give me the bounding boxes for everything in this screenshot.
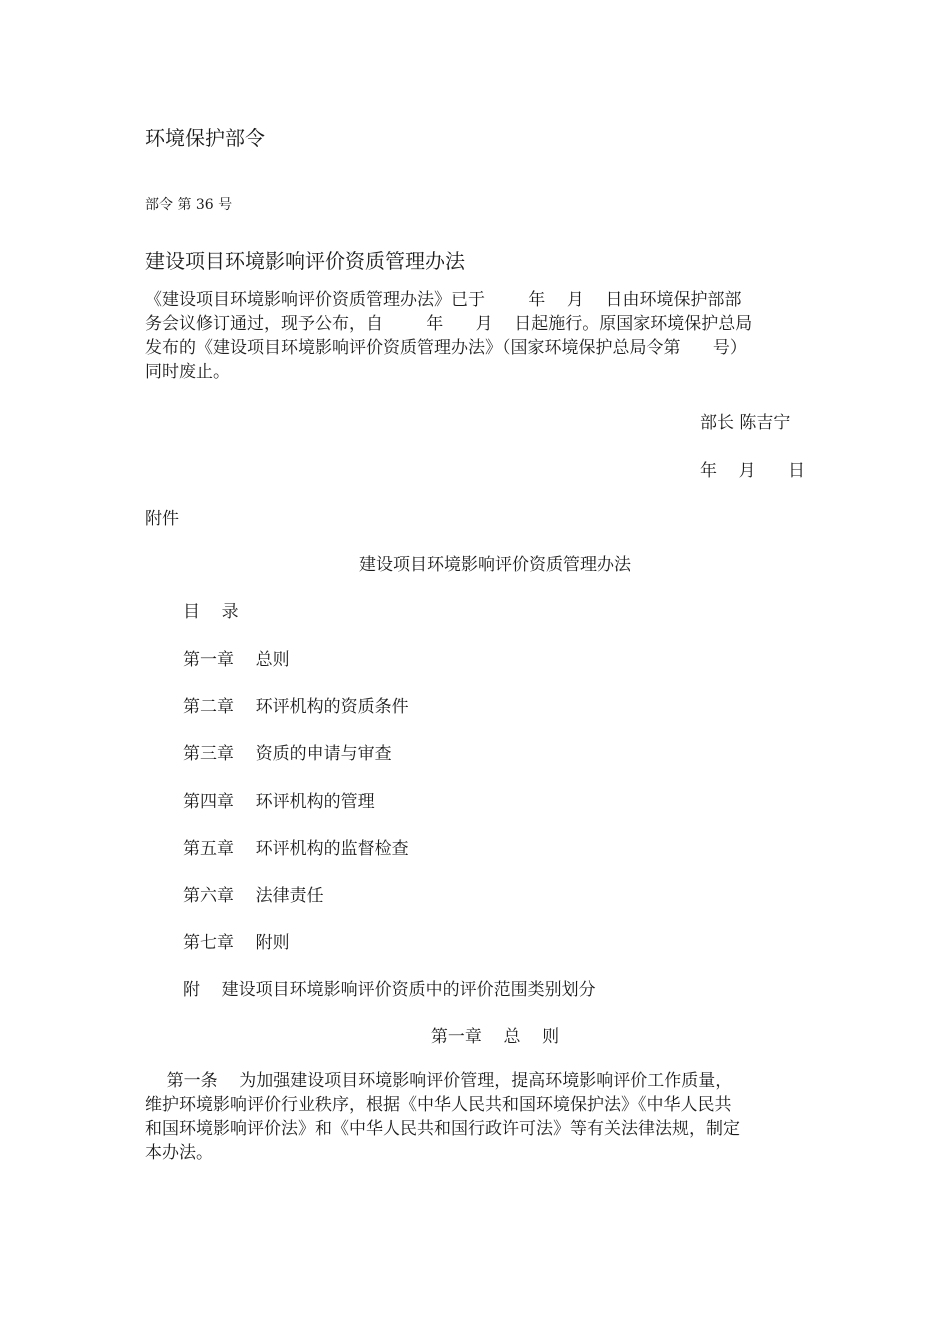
- toc-heading: 目 录: [183, 602, 239, 622]
- article-paragraph: [145, 1069, 810, 1165]
- toc-item: 第七章 附则: [183, 933, 290, 954]
- paragraph-line: 《建设项目环境影响评价资质管理办法》已于 年 月 日由环境保护部部: [145, 290, 742, 310]
- chapter-heading: 第一章 总 则: [430, 1027, 560, 1047]
- annex-title: 建设项目环境影响评价资质管理办法: [359, 555, 631, 575]
- toc-item: 第二章 环评机构的资质条件: [183, 697, 409, 718]
- annex-label: 附件: [145, 509, 179, 529]
- paragraph-line: 维护环境影响评价行业秩序，根据《中华人民共和国环境保护法》《中华人民共: [145, 1095, 732, 1115]
- paragraph-line: 务会议修订通过，现予公布，自 年 月 日起施行。原国家环境保护总局: [145, 314, 753, 334]
- paragraph-line: 本办法。: [145, 1143, 213, 1163]
- toc-item: 第四章 环评机构的管理: [183, 791, 375, 812]
- paragraph-line: 同时废止。: [145, 362, 230, 382]
- paragraph-line: 第一条 为加强建设项目环境影响评价管理，提高环境影响评价工作质量，: [145, 1071, 733, 1091]
- table-of-contents: [183, 645, 409, 975]
- document-title: 建设项目环境影响评价资质管理办法: [145, 249, 465, 273]
- paragraph-line: 和国环境影响评价法》和《中华人民共和国行政许可法》等有关法律法规，制定: [145, 1119, 740, 1139]
- toc-appendix-item: 附 建设项目环境影响评价资质中的评价范围类别划分: [183, 980, 596, 1000]
- toc-item: 第一章 总则: [183, 650, 290, 670]
- toc-item: 第三章 资质的申请与审查: [183, 744, 392, 765]
- promulgation-paragraph: [145, 288, 810, 384]
- order-number: 部令 第 36 号: [145, 197, 233, 213]
- minister-signature: 部长 陈吉宁: [700, 413, 791, 433]
- signature-date: 年 月 日: [700, 461, 806, 481]
- toc-item: 第五章 环评机构的监督检查: [183, 838, 409, 859]
- paragraph-line: 发布的《建设项目环境影响评价资质管理办法》（国家环境保护总局令第 号）: [145, 338, 747, 358]
- toc-item: 第六章 法律责任: [183, 885, 324, 906]
- ministry-order-heading: 环境保护部令: [145, 126, 265, 150]
